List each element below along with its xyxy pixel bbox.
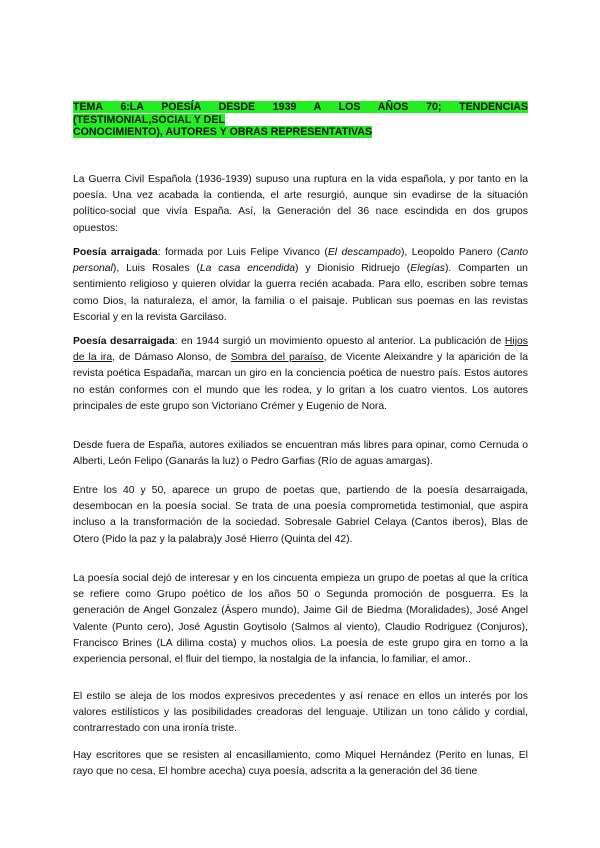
desarraigada-text: , de Dámaso Alonso, de [112,352,231,364]
arraigada-text: ). Comparten un sentimiento religioso y quieren olvidar la guerra recién acabada. Para ello, escriben sobre temas como Dios, la naturaleza, el amor, la familia o el paisaje. Publican sus poemas en las revistas Escorial y en la revista Garcilaso. [73,263,528,323]
arraigada-term: Poesía arraigada [73,247,158,258]
arraigada-paragraph [73,245,528,326]
escritores-paragraph: Hay escritores que se resisten al encasillamiento, como Miquel Hernández (Perito en lunas, El rayo que no cesa, El hombre acecha) cuya poesía, adscrita a la generación del 36 tiene [73,750,528,778]
arraigada-text: : formada por Luis Felipe Vivanco ( [157,247,328,258]
work-title: La casa encendida [199,263,296,275]
title-highlight-3: CONOCIMIENTO), AUTORES Y OBRAS REPRESENTATIVAS [73,126,373,139]
intro-paragraph: La Guerra Civil Española (1936-1939) supuso una ruptura en la vida española, y por tanto en la poesía. Una vez acabada la contienda, el arte resurgió, aunque sin evadirse de la situación político-social que vivía España. Así, la Generación del 36 nace escindida en dos grupos opuestos: [73,174,528,234]
title-line-3 [73,126,528,139]
arraigada-text: ), Luis Rosales ( [112,263,200,275]
work-title: Canto personal [73,247,529,275]
arraigada-text: ), Leopoldo Panero ( [400,247,501,258]
desarraigada-term: Poesía desarraigada [73,336,175,347]
topic-title [73,101,528,139]
title-highlight-2: (TESTIMONIAL,SOCIAL Y DEL [73,113,225,126]
exilio-paragraph: Desde fuera de España, autores exiliados se encuentran más libres para opinar, como Cernuda o Alberti, León Felipo (Ganarás la luz) o Pedro Garfias (Río de aguas amargas). [73,440,528,468]
work-title: Sombra del paraíso [230,352,324,364]
work-title: El descampado [327,247,401,258]
desarraigada-paragraph [73,334,528,415]
title-highlight-1: TEMA 6:LA POESÍA DESDE 1939 A LOS AÑOS 70; TENDENCIAS [73,101,528,113]
work-title: Elegías [410,263,445,275]
title-line-1 [73,101,528,114]
work-title: Hijos de la ira [73,336,528,364]
desarraigada-text: : en 1944 surgió un movimiento opuesto al anterior. La publicación de [174,336,505,347]
social-paragraph: Entre los 40 y 50, aparece un grupo de poetas que, partiendo de la poesía desarraigada, desembocan en la poesía social. Se trata de una poesía comprometida testimonial, que aspira incluso a la transformación de la sociedad. Sobresale Gabriel Celaya (Cantos iberos), Blas de Otero (Pido la paz y la palabra)y José Hierro (Quinta del 42). [73,485,528,545]
desarraigada-text: , de Vicente Aleixandre y la aparición de la revista poética Espadaña, marcan un giro en la conciencia poética de nuestro país. Estos autores no están conformes con el mundo que les rodea, y lo gritan a los cuatro vientos. Los autores principales de este grupo son Victoriano Crémer y Eugenio de Nora. [73,352,528,412]
title-line-2 [73,114,528,127]
arraigada-text: ) y Dionisio Ridruejo ( [295,263,411,275]
cincuenta-paragraph: La poesía social dejó de interesar y en los cincuenta empieza un grupo de poetas al que la crítica se refiere como Grupo poético de los años 50 o Segunda promoción de posguerra. Es la generación de Angel Gonzalez (Áspero mundo), Jaime Gil de Biedma (Moralidades), José Angel Valente (Punto cero), José Agustin Goytisolo (Salmos al viento), Claudio Rodriguez (Conjuros), Francisco Brines (LA dilima costa) y muchos olios. La poesía de este grupo gira en torno a la experiencia personal, el fluir del tiempo, la nostalgia de la infancia, lo familiar, el amor.. [73,573,528,666]
estilo-paragraph: El estilo se aleja de los modos expresivos precedentes y así renace en ellos un interés por los valores estilísticos y las posibilidades creadoras del lenguaje. Utilizan un tono cálido y cordial, contrarrestado con una ironía triste. [73,691,528,735]
